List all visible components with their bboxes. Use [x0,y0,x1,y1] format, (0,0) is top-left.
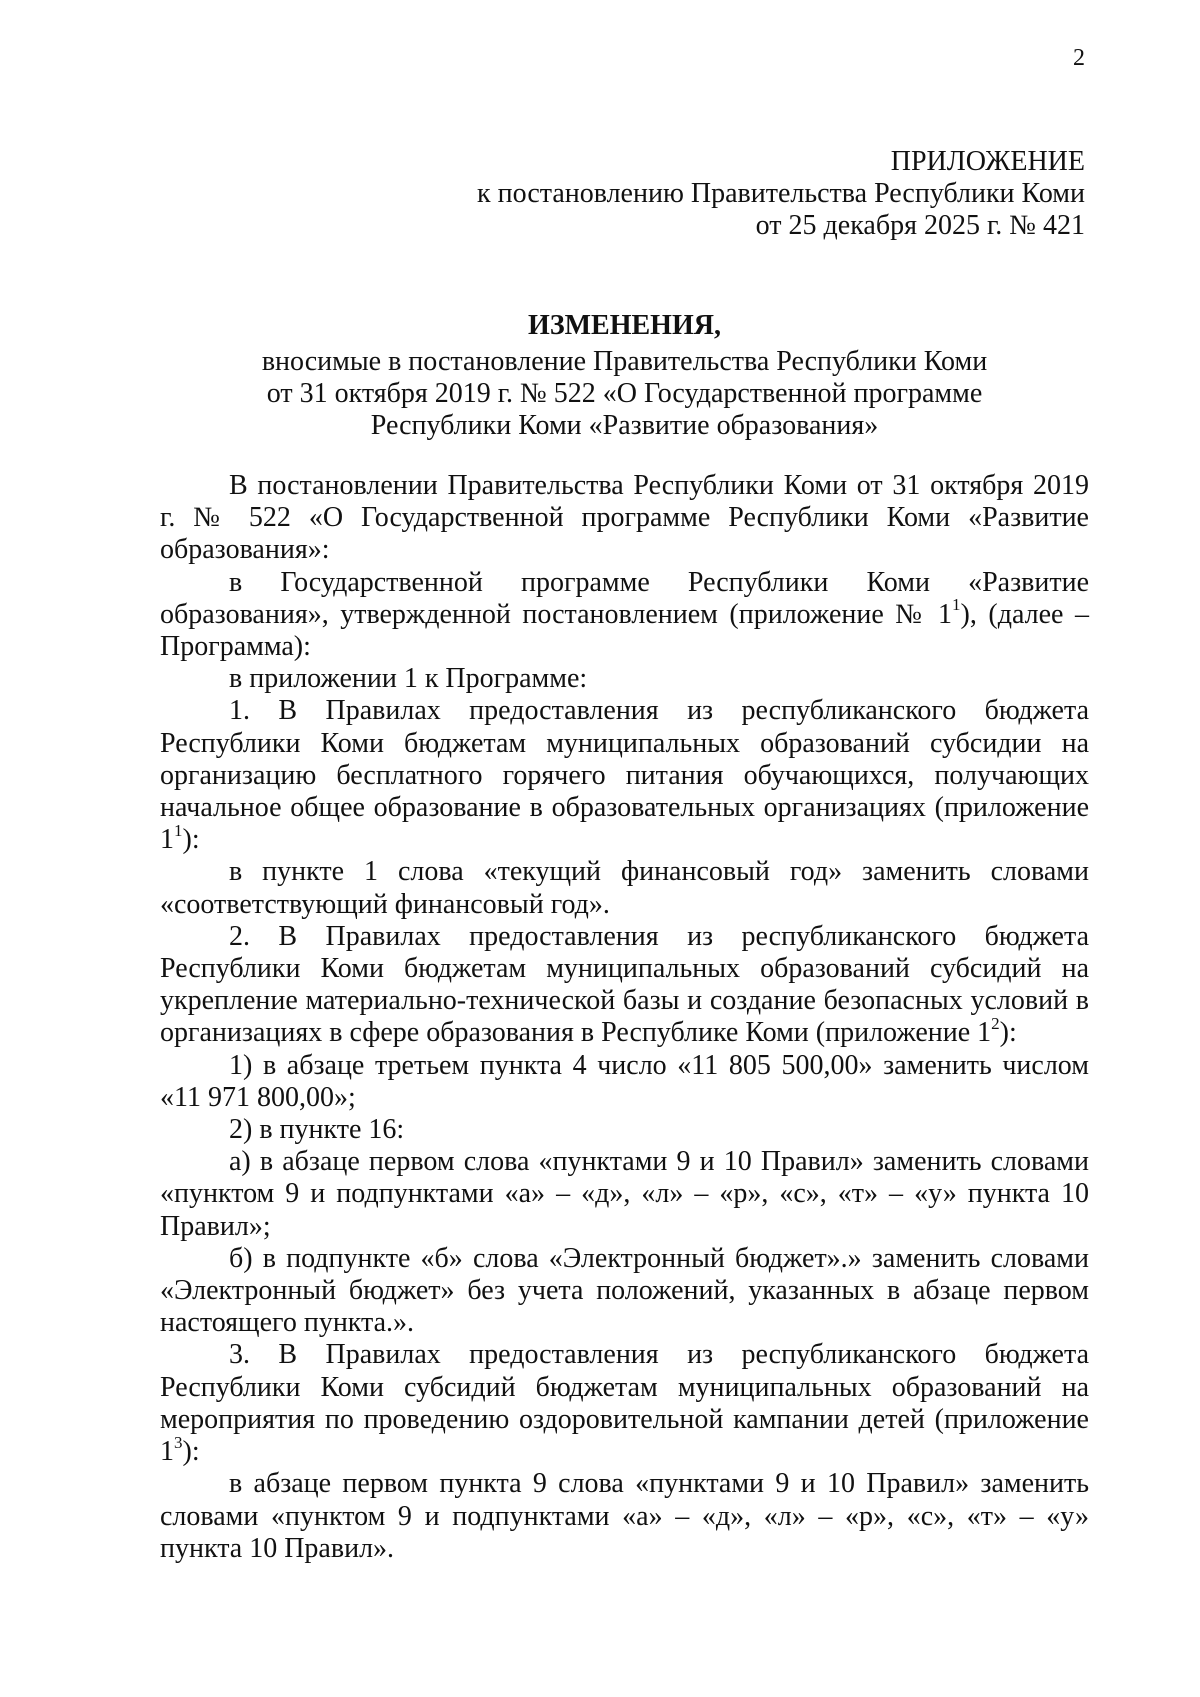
paragraph-item-2-sub-2b: б) в подпункте «б» слова «Электронный бюджет».» заменить словами «Электронный бюджет» без учета положений, указанных в абзаце первом настоящего пункта.». [160,1242,1089,1339]
paragraph-item-3: 3. В Правилах предоставления из республиканского бюджета Республики Коми субсидий бюджетам муниципальных образований на мероприятия по проведению оздоровительной кампании детей (приложение $1^3$): [160,1339,1089,1468]
title-subline-3: Республики Коми «Развитие образования» [370,410,879,441]
paragraph-program: в Государственной программе Республики Коми «Развитие образования», утвержденной постановлением (приложение № $1^1$), (далее – Программа): [160,566,1089,663]
document-body [160,470,1089,1565]
title-subline-2: от 31 октября 2019 г. № 522 «О Государственной программе [266,378,983,409]
paragraph-item-2-sub-1: 1) в абзаце третьем пункта 4 число «11 805 500,00» заменить числом «11 971 800,00»; [160,1049,1089,1113]
paragraph-item-2-sub-2: 2) в пункте 16: [229,1114,405,1146]
paragraph-item-2: 2. В Правилах предоставления из республиканского бюджета Республики Коми бюджетам муниципальных образований субсидий на укрепление материально-технической базы и создание безопасных условий в организациях в сфере образования в Республике Коми (приложение $1^2$): [160,920,1089,1049]
appendix-label: ПРИЛОЖЕНИЕ [890,146,1085,177]
paragraph-item-1-change: в пункте 1 слова «текущий финансовый год» заменить словами «соответствующий финансовый год». [160,856,1089,920]
paragraph-item-3-change: в абзаце первом пункта 9 слова «пунктами 9 и 10 Правил» заменить словами «пунктом 9 и подпунктами «а» – «д», «л» – «р», «с», «т» – «у» пункта 10 Правил». [160,1468,1089,1564]
appendix-date: от 25 декабря 2025 г. № 421 [755,210,1085,241]
page-number: 2 [1073,45,1085,71]
title-subline-1: вносимые в постановление Правительства Республики Коми [261,346,988,377]
appendix-block [477,146,1085,242]
document-title: ИЗМЕНЕНИЯ, [528,310,721,341]
paragraph-item-2-sub-2a: а) в абзаце первом слова «пунктами 9 и 10 Правил» заменить словами «пунктом 9 и подпунктами «а» – «д», «л» – «р», «с», «т» – «у» пункта 10 Правил»; [160,1146,1089,1242]
paragraph-appendix-1: в приложении 1 к Программе: [229,663,588,695]
paragraph-item-1: 1. В Правилах предоставления из республиканского бюджета Республики Коми бюджетам муниципальных образований субсидии на организацию бесплатного горячего питания обучающихся, получающих начальное общее образование в образовательных организациях (приложение $1^1$): [160,695,1089,856]
paragraph-preamble: В постановлении Правительства Республики Коми от 31 октября 2019 г. № 522 «О Государственной программе Республики Коми «Развитие образования»: [160,470,1089,566]
document-title-block [160,310,1089,442]
appendix-reference: к постановлению Правительства Республики Коми [477,178,1085,209]
